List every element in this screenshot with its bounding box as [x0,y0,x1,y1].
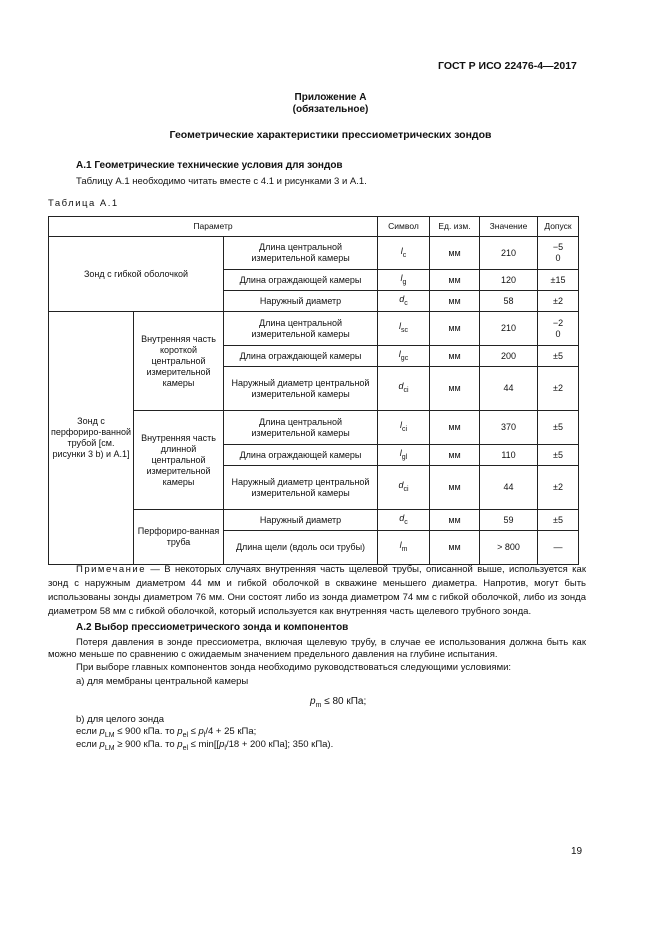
annex-status: (обязательное) [292,104,369,115]
param-cell: Длина щели (вдоль оси трубы) [224,531,378,565]
tolerance-cell: — [538,531,579,565]
value-cell: 59 [480,510,538,531]
value-cell: 120 [480,270,538,291]
condition-2: если $p_{LM} \ge 900$ кПа. то $p_{el} \le \min[[p_l/18 + 200$ кПа]; 350 кПа). [76,739,334,752]
unit-cell: мм [430,411,480,445]
symbol-cell: $l_m$ [378,531,430,565]
unit-cell: мм [430,346,480,367]
unit-cell: мм [430,312,480,346]
symbol-cell: $d_{ci}$ [378,367,430,411]
value-cell: > 800 [480,531,538,565]
tolerance-cell: ±2 [538,466,579,510]
item-b: b) для целого зонда [76,714,164,725]
tolerance-cell: −2 0 [538,312,579,346]
table-row [49,237,579,270]
section-a1-text: Таблицу А.1 необходимо читать вместе с 4.1 и рисунками 3 и А.1. [76,176,367,187]
symbol-cell: $d_c$ [378,510,430,531]
symbol-cell: $l_{gl}$ [378,445,430,466]
tolerance-cell: ±5 [538,445,579,466]
param-cell: Длина ограждающей камеры [224,270,378,291]
note-label: Примечание [76,564,146,575]
unit-cell: мм [430,367,480,411]
unit-cell: мм [430,237,480,270]
param-cell: Наружный диаметр центральной измерительной камеры [224,466,378,510]
unit-cell: мм [430,466,480,510]
tolerance-cell: ±2 [538,367,579,411]
item-a: а) для мембраны центральной камеры [76,676,249,687]
table-note [48,563,586,619]
unit-cell: мм [430,510,480,531]
page-number: 19 [571,846,583,857]
param-cell: Длина центральной измерительной камеры [224,411,378,445]
param-cell: Длина центральной измерительной камеры [224,237,378,270]
tolerance-cell: ±15 [538,270,579,291]
value-cell: 210 [480,237,538,270]
section-a2-para1: Потеря давления в зонде прессиометра, включая щелевую трубу, в случае ее использования должна быть как можно меньше по сравнению с ожидаемым значением предельного давления на глубине испытания. [48,637,586,660]
value-cell: 370 [480,411,538,445]
symbol-cell: $l_c$ [378,237,430,270]
param-cell: Наружный диаметр [224,291,378,312]
param-cell: Длина ограждающей камеры [224,445,378,466]
header-unit: Ед. изм. [430,217,480,237]
group-flexible-probe: Зонд с гибкой оболочкой [49,237,224,312]
spec-table [48,216,579,565]
value-cell: 200 [480,346,538,367]
table-caption: Таблица А.1 [48,198,119,209]
header-value: Значение [480,217,538,237]
tolerance-cell: ±5 [538,510,579,531]
symbol-cell: $l_{ci}$ [378,411,430,445]
param-cell: Наружный диаметр центральной измерительной камеры [224,367,378,411]
header-symbol: Символ [378,217,430,237]
param-cell: Длина центральной измерительной камеры [224,312,378,346]
symbol-cell: $l_{gc}$ [378,346,430,367]
value-cell: 44 [480,466,538,510]
value-cell: 44 [480,367,538,411]
tolerance-cell: −5 0 [538,237,579,270]
formula-membrane: $p_m \le 80$ кПа; [310,696,367,709]
symbol-cell: $l_{sc}$ [378,312,430,346]
symbol-cell: $l_g$ [378,270,430,291]
annex-title: Приложение А [294,92,367,103]
tolerance-cell: ±5 [538,346,579,367]
table-row [49,312,579,346]
param-cell: Длина ограждающей камеры [224,346,378,367]
section-a2-para2: При выборе главных компонентов зонда необходимо руководствоваться следующими условиями: [76,662,512,673]
condition-1: если $p_{LM} \le 900$ кПа. то $p_{el} \le p_l/4 + 25$ кПа; [76,726,257,739]
tolerance-cell: ±2 [538,291,579,312]
section-a2-heading: А.2 Выбор прессиометрического зонда и компонентов [76,622,349,633]
annex-heading: Геометрические характеристики прессиометрических зондов [169,129,492,141]
symbol-cell: $d_{ci}$ [378,466,430,510]
value-cell: 210 [480,312,538,346]
group-perforated-probe: Зонд с перфориро-ванной трубой [см. рисунки 3 b) и А.1] [49,312,134,565]
subgroup-long-chamber: Внутренняя часть длинной центральной измерительной камеры [134,411,224,510]
value-cell: 58 [480,291,538,312]
header-tolerance: Допуск [538,217,579,237]
unit-cell: мм [430,531,480,565]
unit-cell: мм [430,291,480,312]
value-cell: 110 [480,445,538,466]
unit-cell: мм [430,445,480,466]
note-text: — В некоторых случаях внутренняя часть щелевой трубы, описанной выше, используется как зонд с наружным диаметром 44 мм и гибкой оболочкой в скважине меньшего диаметра. Напротив, могут быть использованы зонды диаметром 76 мм. Они состоят либо из зонда диаметром 74 мм с гибкой оболочкой, либо из зонда диаметром 58 мм с гибкой оболочкой, который используется как внутренняя часть щелевого трубного зонда. [48,564,586,617]
standard-designation: ГОСТ Р ИСО 22476-4—2017 [438,60,577,72]
subgroup-perforated-tube: Перфориро-ванная труба [134,510,224,565]
header-param: Параметр [49,217,378,237]
tolerance-cell: ±5 [538,411,579,445]
section-a1-heading: А.1 Геометрические технические условия для зондов [76,160,343,171]
param-cell: Наружный диаметр [224,510,378,531]
unit-cell: мм [430,270,480,291]
symbol-cell: $d_c$ [378,291,430,312]
subgroup-short-chamber: Внутренняя часть короткой центральной измерительной камеры [134,312,224,411]
table-header-row [49,217,579,237]
